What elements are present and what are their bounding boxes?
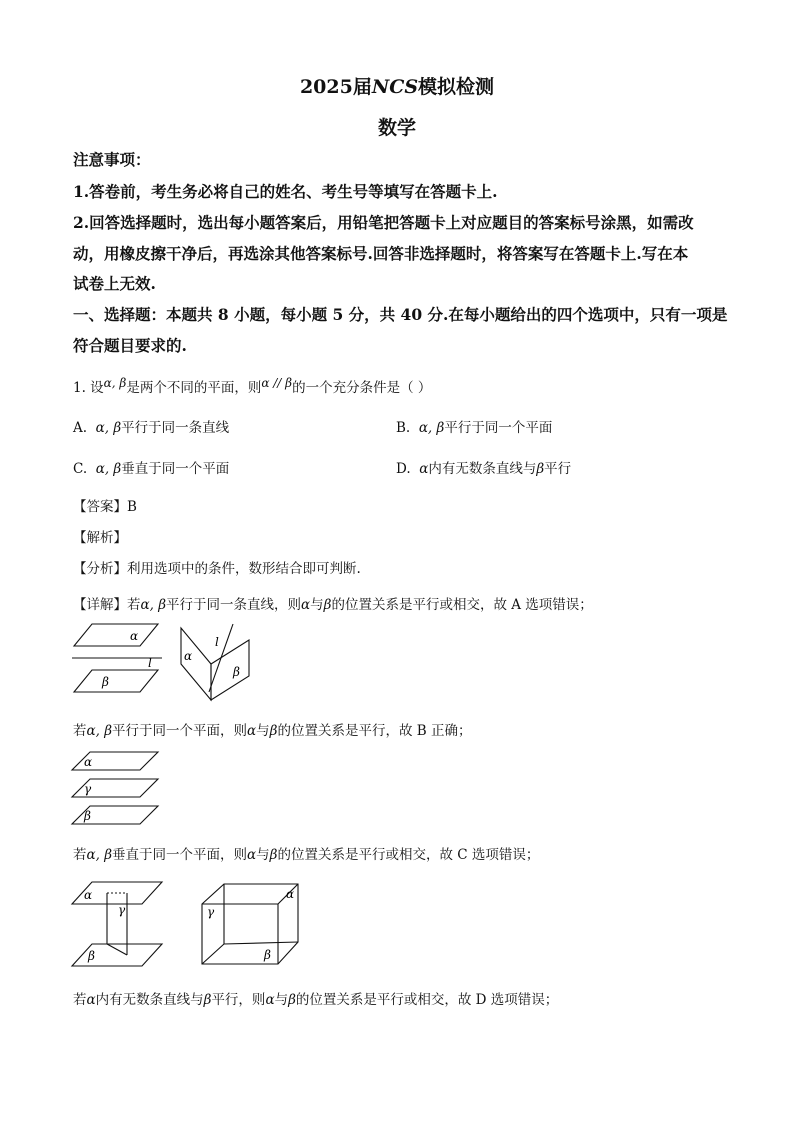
q1-stem: 1. 设α, β是两个不同的平面，则α // β的一个充分条件是（ ） <box>73 376 432 396</box>
title-ncs: NCS <box>371 76 419 98</box>
detail-line-d: 若α内有无数条直线与β平行，则α与β的位置关系是平行或相交，故 D 选项错误； <box>73 992 559 1008</box>
figure-c-box <box>198 882 308 968</box>
detail-line-c: 若α, β垂直于同一个平面，则α与β的位置关系是平行或相交，故 C 选项错误； <box>73 847 540 863</box>
figure-b-three-planes <box>70 748 170 830</box>
fig-c2-gamma: γ <box>207 905 215 919</box>
fig-a1-alpha: α <box>130 629 139 643</box>
fig-c2-beta: β <box>264 948 271 962</box>
analysis-tag: 【解析】 <box>73 530 127 546</box>
exam-title <box>0 72 794 99</box>
option-b[interactable]: B. α, β平行于同一个平面 <box>396 420 553 436</box>
title-rest: 模拟检测 <box>418 76 495 98</box>
detail-line-a: 【详解】若α, β平行于同一条直线，则α与β的位置关系是平行或相交，故 A 选项错误； <box>73 597 593 613</box>
notes-item-2-line-1: 2.回答选择题时，选出每小题答案后，用铅笔把答题卡上对应题目的答案标号涂黑，如需改 <box>73 213 694 232</box>
fig-c1-alpha: α <box>84 888 93 902</box>
notes-item-1: 1.答卷前，考生务必将自己的姓名、考生号等填写在答题卡上. <box>73 182 498 201</box>
fenxi-line: 【分析】利用选项中的条件，数形结合即可判断. <box>73 561 361 577</box>
subject-title: 数学 <box>377 117 416 139</box>
figure-a-intersecting-planes <box>175 622 255 704</box>
figure-a-parallel-line <box>70 620 170 695</box>
q1-parallel: α // β <box>261 376 293 390</box>
q1-alpha-beta: α, β <box>103 376 127 390</box>
fig-c2-alpha: α <box>286 887 295 901</box>
option-c[interactable]: C. α, β垂直于同一个平面 <box>73 461 230 477</box>
section1-line-2: 符合题目要求的. <box>73 336 187 355</box>
fig-a2-beta: β <box>233 665 240 679</box>
fig-b-alpha: α <box>84 755 93 769</box>
title-year: 2025届 <box>299 76 372 98</box>
option-d[interactable]: D. α内有无数条直线与β平行 <box>396 461 572 477</box>
answer-value: B <box>127 499 137 515</box>
option-a[interactable]: A. α, β平行于同一条直线 <box>73 420 230 436</box>
fig-c1-gamma: γ <box>118 903 126 917</box>
detail-line-b: 若α, β平行于同一个平面，则α与β的位置关系是平行，故 B 正确； <box>73 723 472 739</box>
answer-line: 【答案】B <box>73 499 137 515</box>
notes-heading: 注意事项： <box>73 150 151 169</box>
fig-a1-l: l <box>148 656 152 670</box>
fig-a2-l: l <box>215 635 219 649</box>
figure-c-perpendicular-planes <box>70 878 170 970</box>
fig-a2-alpha: α <box>184 649 193 663</box>
section1-line-1: 一、选择题：本题共 8 小题，每小题 5 分，共 40 分.在每小题给出的四个选项中，只有一项是 <box>73 305 728 324</box>
fig-a1-beta: β <box>102 675 109 689</box>
notes-item-2-line-2: 动，用橡皮擦干净后，再选涂其他答案标号.回答非选择题时，将答案写在答题卡上.写在本 <box>73 244 689 263</box>
fig-b-gamma: γ <box>84 782 92 796</box>
fig-c1-beta: β <box>88 949 95 963</box>
fig-b-beta: β <box>84 809 91 823</box>
notes-item-2-line-3: 试卷上无效. <box>73 274 156 293</box>
